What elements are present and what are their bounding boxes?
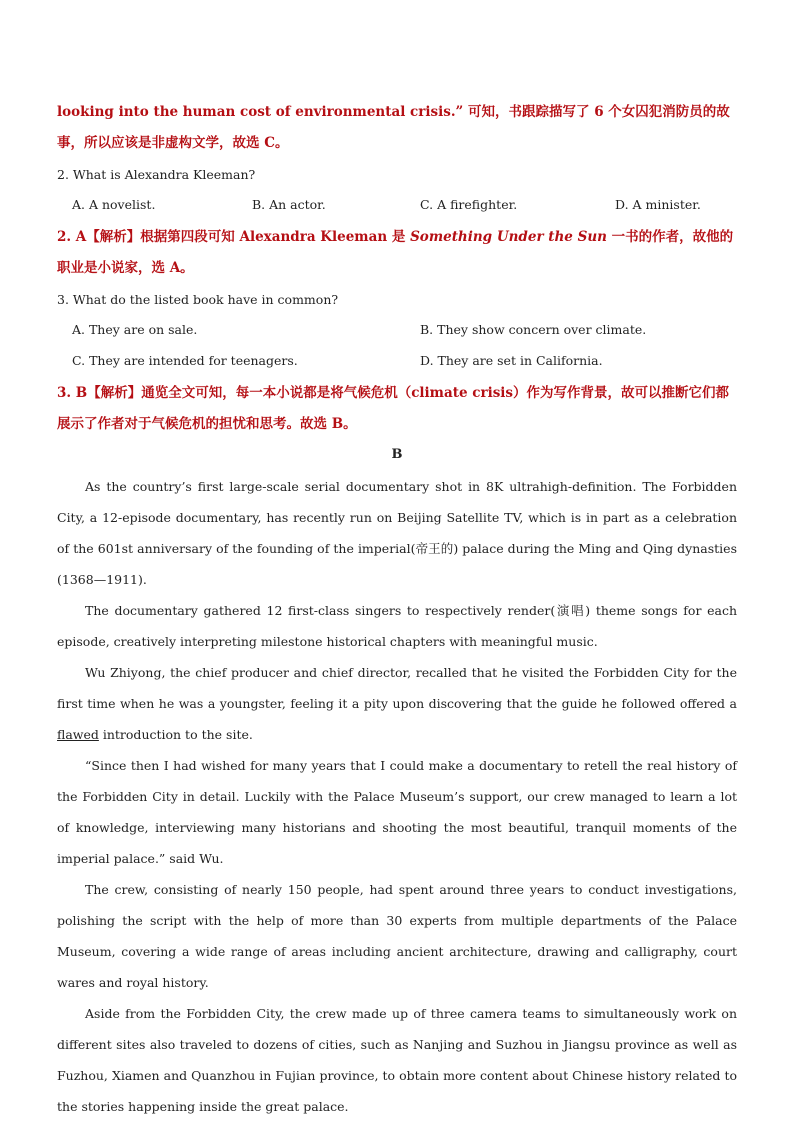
q2-option-a: A. A novelist. xyxy=(72,197,156,212)
paragraph-3-text-after: introduction to the site. xyxy=(98,727,253,742)
analysis-3: 3. B【解析】通览全文可知，每一本小说都是将气候危机（climate crisis）作为写作背景，故可以推断它们都展示了作者对于气候危机的担忧和思考。故选 B。 xyxy=(57,385,730,432)
underlined-word: flawed xyxy=(57,727,99,742)
analysis-1 xyxy=(57,97,737,159)
passage-paragraph-1: As the country’s first large-scale serial documentary shot in 8K ultrahigh-definition. The Forbidden City, a 12-episode documentary, has recently run on Beijing Satellite TV, which is in part as a celebration of the 601st anniversary of the founding of the imperial(帝王的) palace during the Ming and Qing dynasties (1368—1911). xyxy=(57,479,737,587)
analysis-1-quote: looking into the human cost of environmental crisis. xyxy=(57,104,456,120)
passage xyxy=(57,471,737,1122)
analysis-2-book-title: Something Under the Sun xyxy=(410,229,607,245)
q2-option-b: B. An actor. xyxy=(252,197,326,212)
q3-option-a: A. They are on sale. xyxy=(72,322,198,337)
passage-paragraph-3 xyxy=(57,657,737,750)
question-2: 2. What is Alexandra Kleeman? xyxy=(57,167,256,182)
q3-option-b: B. They show concern over climate. xyxy=(420,322,647,337)
question-3: 3. What do the listed book have in common? xyxy=(57,292,339,307)
analysis-2-prefix: 2. A【解析】根据第四段可知 Alexandra Kleeman 是 xyxy=(57,229,411,245)
passage-paragraph-5: The crew, consisting of nearly 150 people, had spent around three years to conduct investigations, polishing the script with the help of more than 30 experts from multiple departments of the Palace Museum, covering a wide range of areas including ancient architecture, drawing and calligraphy, court wares and royal history. xyxy=(57,882,737,990)
paragraph-3-text-before: Wu Zhiyong, the chief producer and chief director, recalled that he visited the Forbidden City for the first time when he was a youngster, feeling it a pity upon discovering that the guide he followed offered a xyxy=(57,665,737,711)
passage-paragraph-4: “Since then I had wished for many years that I could make a documentary to retell the real history of the Forbidden City in detail. Luckily with the Palace Museum’s support, our crew managed to learn a lot of knowledge, interviewing many historians and shooting the most beautiful, tranquil moments of the imperial palace.” said Wu. xyxy=(57,758,737,866)
section-title: B xyxy=(391,447,403,462)
passage-paragraph-6: Aside from the Forbidden City, the crew made up of three camera teams to simultaneously work on different sites also traveled to dozens of cities, such as Nanjing and Suzhou in Jiangsu province as well as Fuzhou, Xiamen and Quanzhou in Fujian province, to obtain more content about Chinese history related to the stories happening inside the great palace. xyxy=(57,1006,737,1114)
analysis-1-text: ” 可知，书跟踪描写了 6 个女囚犯消防员的故事，所以应该是非虚构文学，故选 C。 xyxy=(57,104,730,151)
analysis-2-suffix: 一书的作者，故他的职业是小说家，选 A。 xyxy=(57,229,734,276)
q3-option-d: D. They are set in California. xyxy=(420,353,603,368)
q2-option-c: C. A firefighter. xyxy=(420,197,518,212)
q2-option-d: D. A minister. xyxy=(615,197,701,212)
analysis-2 xyxy=(57,222,737,284)
q3-option-c: C. They are intended for teenagers. xyxy=(72,353,298,368)
passage-paragraph-2: The documentary gathered 12 first-class singers to respectively render(演唱) theme songs for each episode, creatively interpreting milestone historical chapters with meaningful music. xyxy=(57,603,737,649)
